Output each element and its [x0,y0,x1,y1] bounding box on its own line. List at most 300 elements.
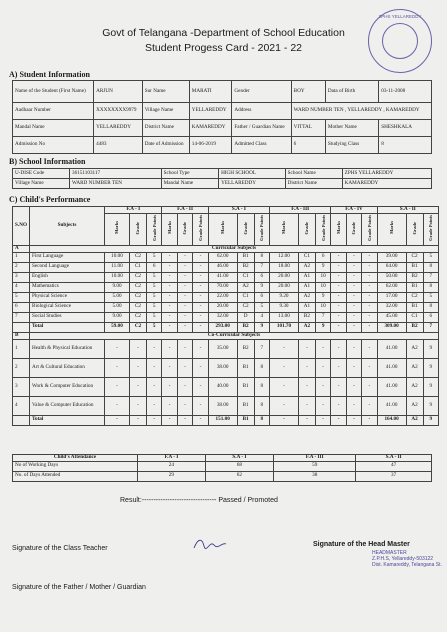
subject-cell: B1 [406,262,423,272]
subject-cell: - [346,272,361,282]
section-b-heading: B) School Information [9,157,86,166]
subject-cell: A2 [406,396,423,415]
subject-cell: - [130,339,147,358]
student-info-row [13,120,432,137]
subject-cell: - [362,262,377,272]
total-cell: 9 [315,322,330,332]
total-cell: - [315,415,330,425]
subject-cell: A2 [298,292,315,302]
subject-cell: 62.00 [208,252,237,262]
total-cell: 8 [254,415,269,425]
subject-cell: Biological Science [30,302,105,312]
attendance-cell: 29 [138,471,206,481]
subject-cell: 41.00 [377,339,406,358]
header-subjects: Subjects [30,207,105,246]
attendance-cell: 68 [205,461,273,471]
total-cell [13,322,30,332]
subject-cell: 4 [13,396,30,415]
subject-cell: 10.00 [105,272,130,282]
subject-cell: C1 [130,262,147,272]
subject-cell: - [362,358,377,377]
subject-row [13,282,439,292]
group-label: B [13,332,30,339]
total-cell: 7 [423,322,438,332]
attendance-row [13,461,432,471]
student-info-cell: Address [232,103,291,120]
subject-cell: 8 [254,396,269,415]
subject-cell: - [346,262,361,272]
subject-cell: First Language [30,252,105,262]
subheader-label: Marks [388,221,394,235]
student-info-cell: XXXXXXXX9979 [94,103,143,120]
subject-cell: - [331,339,346,358]
school-seal [368,9,432,73]
attendance-cell: 37 [356,471,432,481]
attendance-header-cell: F.A - III [274,455,356,462]
header-term: F.A - III [270,207,331,214]
school-info-cell: 36151103117 [70,169,162,179]
subject-cell: - [177,358,192,377]
subject-cell: 8 [254,377,269,396]
total-cell: - [331,322,346,332]
subject-cell: - [331,312,346,322]
subject-cell: 18.00 [270,262,299,272]
subject-cell: A2 [406,377,423,396]
subject-cell: 3 [13,377,30,396]
student-info-cell: Village Name [142,103,189,120]
subject-cell: - [193,396,208,415]
subject-cell: 13.00 [270,312,299,322]
student-info-cell: Date of Admission [142,137,189,154]
subject-cell: 32.00 [377,302,406,312]
subject-cell: - [193,339,208,358]
school-info-cell: District Name [285,179,342,189]
subheader-cell [147,213,162,245]
school-info-cell: School Name [285,169,342,179]
subheader-label: Grade [242,221,248,235]
stamp-line-3: Dist. Kamareddy, Telangana St. [372,562,442,568]
subject-cell: 6 [13,302,30,312]
total-cell: Total [30,322,105,332]
subject-cell: English [30,272,105,282]
subject-cell: 7 [315,312,330,322]
subheader-label: Marks [335,221,341,235]
subject-cell: 5 [147,252,162,262]
school-info-cell: ZPHS YELLAREDDY [342,169,431,179]
total-cell: C2 [130,322,147,332]
attendance-cell: 24 [138,461,206,471]
subheader-label: Marks [220,221,225,235]
subject-cell: - [362,396,377,415]
result-line: Result:-------------------------------- Passed / Promoted [120,497,278,504]
subheader-label: Grade Points [259,214,265,241]
subject-cell: 5 [147,302,162,312]
subject-cell: A2 [298,262,315,272]
document-title-card: Student Progess Card - 2021 - 22 [144,42,302,54]
student-info-cell: 8 [379,137,432,154]
subject-cell: - [177,272,192,282]
subject-cell: 8 [254,358,269,377]
subject-cell: 7 [254,339,269,358]
total-cell: - [162,322,177,332]
header-term: S.A - I [208,207,269,214]
school-info-row [13,169,432,179]
subject-cell: 12.00 [270,252,299,262]
subject-cell: 10.00 [105,252,130,262]
subject-cell: - [177,282,192,292]
attendance-cell: 38 [274,471,356,481]
subheader-cell [177,213,192,245]
total-cell: - [162,415,177,425]
parent-signature-label: Signature of the Father / Mother / Guardian [12,584,146,591]
seal-text: ZPHS YELLAREDDY [378,14,422,19]
curricular-total-row [13,322,439,332]
subject-cell: 9 [315,292,330,302]
group-title: Curricular Subjects [30,245,439,252]
student-info-cell: BOY [291,81,325,103]
subject-row [13,262,439,272]
subject-cell: 5.00 [105,302,130,312]
subject-cell: - [177,302,192,312]
subject-cell: 1 [13,252,30,262]
subject-cell: - [130,396,147,415]
seal-inner-ring [382,23,418,59]
teacher-signature-scribble [192,536,228,552]
total-cell [13,415,30,425]
subject-cell: 5 [13,292,30,302]
subject-cell: - [162,358,177,377]
student-info-cell: MARATI [189,81,232,103]
subject-cell: 6 [315,252,330,262]
subheader-cell [298,213,315,245]
subject-cell: Work & Computer Education [30,377,105,396]
student-info-cell: Sur Name [142,81,189,103]
head-master-signature-label: Signature of the Head Master [313,541,410,548]
subject-cell: 9.20 [270,292,299,302]
subject-cell: - [362,312,377,322]
subject-cell: - [193,292,208,302]
student-info-cell: 4483 [94,137,143,154]
total-cell: 5 [147,322,162,332]
subject-cell: C2 [406,292,423,302]
subject-cell: - [331,396,346,415]
total-cell: 293.00 [208,322,237,332]
subject-cell: 38.00 [208,396,237,415]
group-label: A [13,245,30,252]
subject-cell: - [105,377,130,396]
cocurricular-total-row [13,415,439,425]
subject-cell: 6 [254,292,269,302]
subheader-cell [162,213,177,245]
student-info-cell: Aadhaar Number [13,103,94,120]
subject-cell: Art & Cultural Education [30,358,105,377]
subject-cell: C2 [130,282,147,292]
subject-cell: - [362,377,377,396]
subject-cell: - [193,302,208,312]
subject-cell: - [298,396,315,415]
subject-cell: Mathematics [30,282,105,292]
subject-cell: 62.00 [377,282,406,292]
subheader-label: Grade Points [366,214,372,241]
attendance-row [13,471,432,481]
subject-cell: - [270,339,299,358]
subject-cell: 46.00 [208,262,237,272]
subject-cell: C2 [130,292,147,302]
subject-cell: - [331,272,346,282]
total-cell: B2 [237,322,254,332]
total-cell: - [331,415,346,425]
subject-cell: 5 [147,282,162,292]
subject-cell: - [346,358,361,377]
subject-cell: 5 [147,292,162,302]
subject-cell: - [362,339,377,358]
subject-cell: 38.00 [208,358,237,377]
subject-cell: 2 [13,358,30,377]
curricular-group-row [13,245,439,252]
subheader-label: Grade Points [197,214,203,241]
subject-cell: - [331,252,346,262]
subject-cell: 8 [423,262,438,272]
attendance-cell: No of Working Days [13,461,138,471]
subject-cell: 35.00 [208,339,237,358]
subject-cell: C1 [237,292,254,302]
subject-cell: A2 [406,358,423,377]
subject-cell: 11.00 [105,262,130,272]
subject-cell: - [147,339,162,358]
subject-row [13,272,439,282]
cocurricular-group-row [13,332,439,339]
total-cell: 151.00 [208,415,237,425]
subject-cell: - [177,312,192,322]
subheader-label: Grade [135,221,141,235]
subject-cell: - [331,377,346,396]
subject-cell: 9 [423,377,438,396]
subheader-label: Grade [411,221,417,235]
subject-cell: 7 [254,262,269,272]
subheader-cell [193,213,208,245]
subject-cell: C2 [130,272,147,282]
subject-cell: - [362,302,377,312]
subject-cell: - [162,252,177,262]
subject-cell: 5 [423,252,438,262]
attendance-header-cell: F.A - I [138,455,206,462]
subject-cell: - [193,262,208,272]
student-info-cell: KAMAREDDY [189,120,232,137]
subject-cell: 2 [13,262,30,272]
performance-table [12,206,439,426]
student-info-cell: VITTAL [291,120,325,137]
subject-cell: A1 [298,302,315,312]
subject-cell: Social Studies [30,312,105,322]
subject-cell: - [346,339,361,358]
subject-cell: A1 [298,272,315,282]
subject-cell: B1 [237,358,254,377]
student-info-row [13,81,432,103]
subheader-label: Grade [182,221,188,235]
subheader-cell [270,213,299,245]
student-info-cell: Mother Name [325,120,378,137]
subheader-cell [237,213,254,245]
subject-cell: 32.00 [208,312,237,322]
subject-cell: 41.00 [377,377,406,396]
subject-cell: 9.30 [270,302,299,312]
subject-cell: - [162,272,177,282]
subject-cell: A2 [406,339,423,358]
school-info-cell: School Type [161,169,218,179]
attendance-cell: 59 [274,461,356,471]
subject-cell: C1 [237,272,254,282]
total-cell: - [177,322,192,332]
subject-cell: B1 [237,377,254,396]
subheader-label: Grade [304,221,310,235]
subheader-cell [130,213,147,245]
header-term: S.A - II [377,207,438,214]
total-cell: A2 [406,415,423,425]
subject-cell: B1 [406,282,423,292]
subheader-cell [254,213,269,245]
student-info-cell: Mandal Name [13,120,94,137]
subject-cell: 45.00 [377,312,406,322]
total-cell: - [346,322,361,332]
subject-cell: 70.00 [208,282,237,292]
subheader-cell [362,213,377,245]
subject-cell: - [177,339,192,358]
student-info-cell: Studying Class [325,137,378,154]
performance-header-row [13,207,439,214]
subject-cell: - [130,358,147,377]
subject-cell: 20.00 [270,272,299,282]
subject-cell: - [362,252,377,262]
subject-cell: 9 [423,358,438,377]
total-cell: Total [30,415,105,425]
subject-cell: - [270,358,299,377]
attendance-header-cell: Child's Attendance [13,455,138,462]
subject-cell: - [298,339,315,358]
subject-cell: 6 [254,272,269,282]
subject-cell: - [193,377,208,396]
subject-cell: C2 [130,302,147,312]
total-cell: - [346,415,361,425]
subject-cell: 50.00 [377,272,406,282]
subject-cell: - [177,396,192,415]
stamp-line-1: HEADMASTER [372,550,407,556]
total-cell: - [147,415,162,425]
total-cell: - [177,415,192,425]
student-info-cell: Name of the Student (First Name) [13,81,94,103]
subheader-label: Grade [351,221,357,235]
school-info-cell: KAMAREDDY [342,179,431,189]
subject-cell: 6 [147,262,162,272]
student-info-row [13,137,432,154]
subject-cell: C1 [406,312,423,322]
subject-cell: - [147,396,162,415]
total-cell: A2 [298,322,315,332]
subject-cell: 8 [254,252,269,262]
attendance-cell: No. of Days Attended [13,471,138,481]
subject-cell: - [346,292,361,302]
subject-cell: 4 [13,282,30,292]
student-info-cell: Gender [232,81,291,103]
subject-cell: 1 [13,339,30,358]
total-cell: - [130,415,147,425]
subject-cell: - [193,312,208,322]
subject-cell: - [162,292,177,302]
subject-cell: - [147,377,162,396]
subject-cell: 40.00 [208,377,237,396]
total-cell: B1 [237,415,254,425]
total-cell: 59.00 [105,322,130,332]
subject-cell: 7 [423,272,438,282]
subject-cell: Physical Science [30,292,105,302]
subject-cell: 20.00 [208,302,237,312]
subject-cell: 5 [147,272,162,282]
total-cell: - [105,415,130,425]
subject-cell: 10 [315,282,330,292]
subject-cell: 7 [13,312,30,322]
subject-cell: 41.00 [377,396,406,415]
subject-cell: - [147,358,162,377]
subject-row [13,312,439,322]
subject-cell: C2 [406,252,423,262]
student-info-cell: 6 [291,137,325,154]
subject-cell: 41.00 [377,358,406,377]
subject-cell: - [346,302,361,312]
subject-cell: 5 [423,292,438,302]
student-info-cell: WARD NUMBER TEN , YELLAREDDY , KAMAREDDY [291,103,431,120]
school-info-cell: YELLAREDDY [219,179,286,189]
student-info-cell: YELLAREDDY [94,120,143,137]
school-info-cell: HIGH SCHOOL [219,169,286,179]
subject-cell: - [177,377,192,396]
stamp-line-2: Z.P.H.S, Yellareddy-503122 [372,556,434,562]
subject-cell: - [315,396,330,415]
document-title-govt: Govt of Telangana -Department of School Education [102,27,345,39]
subject-cell: B2 [237,339,254,358]
subject-cell: A1 [298,282,315,292]
subject-cell: - [315,358,330,377]
total-cell: - [298,415,315,425]
subject-cell: - [177,252,192,262]
subject-cell: - [315,339,330,358]
subject-cell: 5 [147,312,162,322]
school-info-table [12,168,432,189]
subheader-label: Marks [281,221,287,235]
subject-cell: 9 [423,396,438,415]
subject-cell: - [331,292,346,302]
total-cell: - [270,415,299,425]
header-term: F.A - II [162,207,208,214]
attendance-table [12,454,432,482]
subject-cell: - [346,312,361,322]
subject-cell: 9.00 [105,282,130,292]
total-cell: - [193,322,208,332]
subheader-label: Grade Points [428,214,434,241]
subject-cell: - [193,282,208,292]
subject-cell: 3 [13,272,30,282]
subject-row [13,339,439,358]
subject-cell: 8 [423,282,438,292]
subject-cell: - [298,358,315,377]
total-cell: 101.70 [270,322,299,332]
subject-cell: D [237,312,254,322]
subject-cell: - [162,282,177,292]
subject-cell: - [162,302,177,312]
student-info-cell: 14-06-2019 [189,137,232,154]
subheader-label: Marks [167,221,172,235]
student-info-cell: Admitted Class [232,137,291,154]
subject-cell: 10 [315,272,330,282]
student-info-cell: SHESHKALA [379,120,432,137]
